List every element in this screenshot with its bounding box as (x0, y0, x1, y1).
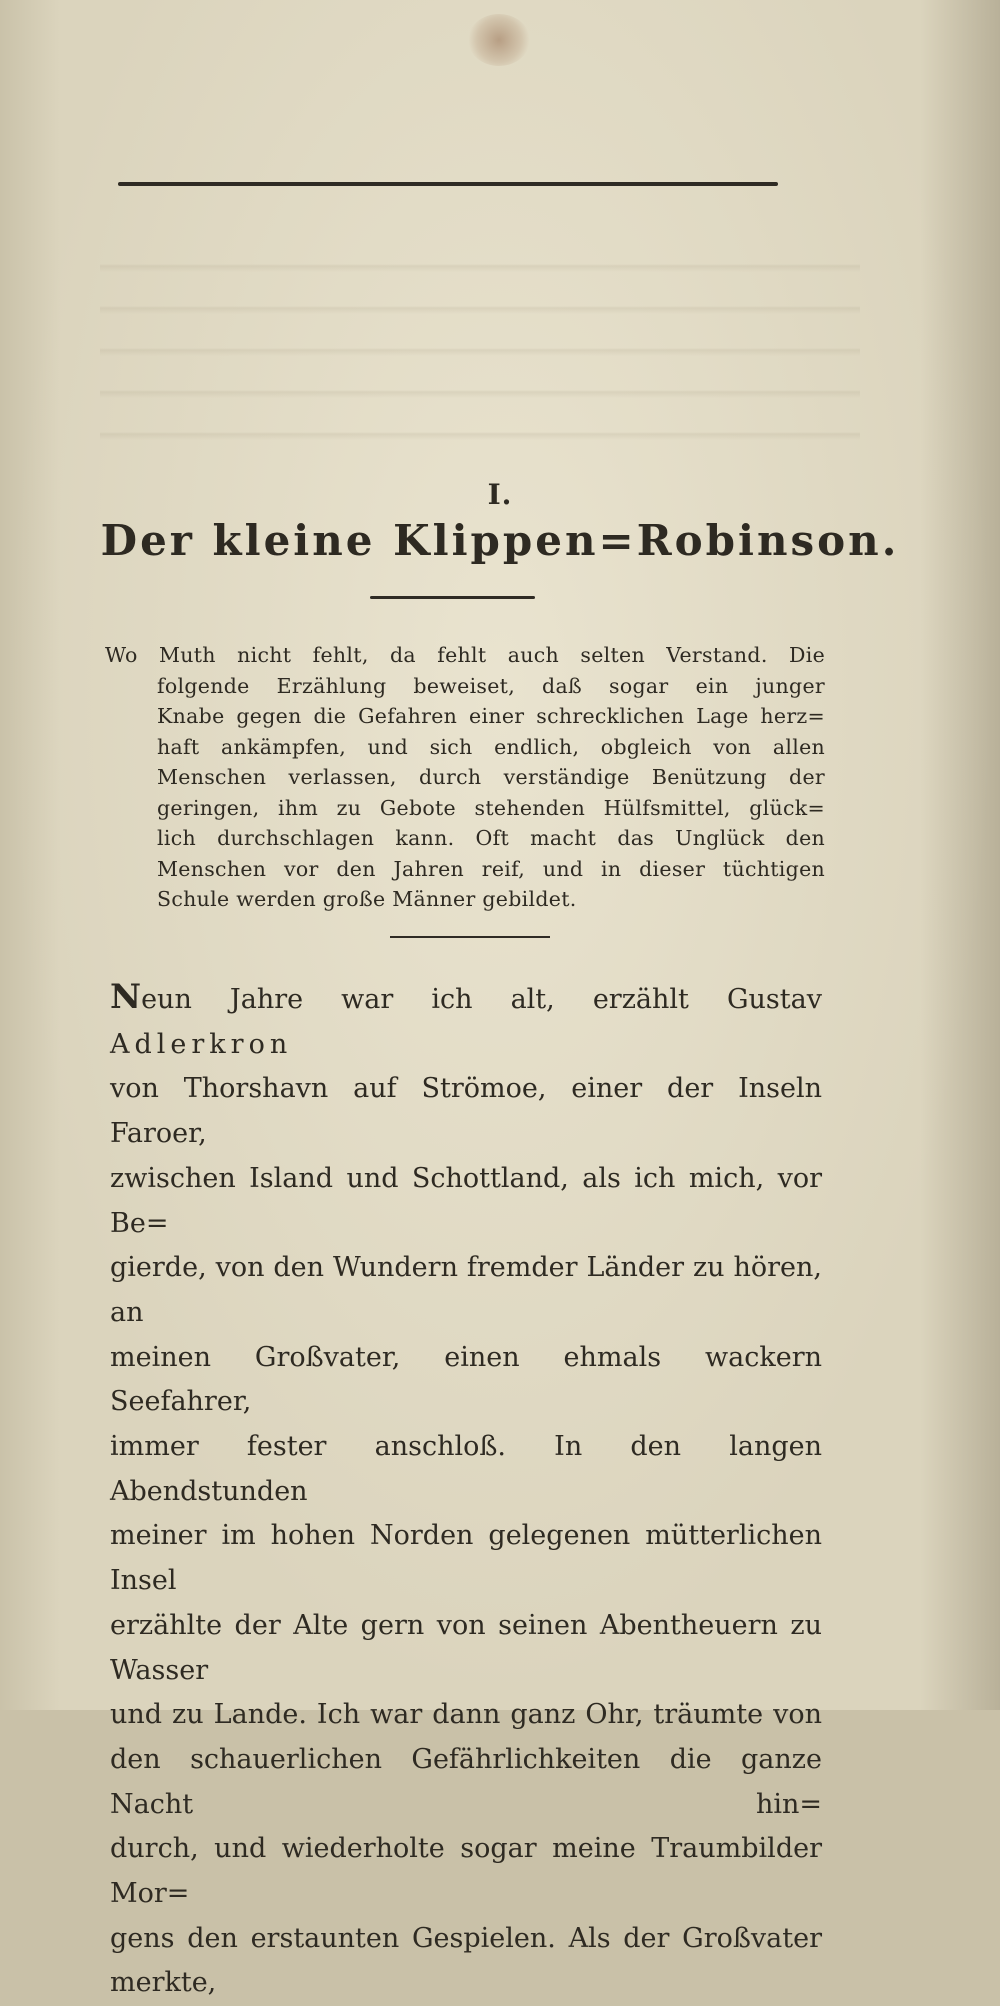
show-through-text (100, 230, 860, 460)
body-line: von Thorshavn auf Strömoe, einer der Inseln Faroer, (110, 1073, 822, 1150)
chapter-motto (105, 640, 825, 915)
paper-stain (468, 14, 530, 66)
title-divider (370, 596, 535, 599)
motto-line: Menschen vor den Jahren reif, und in dieser tüchtigen (157, 856, 825, 881)
body-line-start: eun Jahre war ich alt, erzählt Gustav (141, 984, 822, 1015)
body-line: gens den erstaunten Gespielen. Als der Großvater merkte, (110, 1922, 822, 1999)
body-paragraph (110, 975, 822, 2006)
body-line: meiner im hohen Norden gelegenen mütterlichen Insel (110, 1520, 822, 1597)
body-line: und zu Lande. Ich war dann ganz Ohr, träumte von (110, 1699, 822, 1731)
body-line: meinen Großvater, einen ehmals wackern Seefahrer, (110, 1341, 822, 1418)
initial-letter: N (110, 977, 142, 1017)
body-first-line (110, 975, 822, 1067)
motto-line: haft ankämpfen, und sich endlich, obgleich von allen (157, 734, 825, 759)
body-line: erzählte der Alte gern von seinen Abentheuern zu Wasser (110, 1609, 822, 1686)
body-line: durch, und wiederholte sogar meine Traumbilder Mor= (110, 1833, 822, 1910)
person-name: Adlerkron (110, 1028, 293, 1060)
motto-line: Wo Muth nicht fehlt, da fehlt auch selten Verstand. Die (105, 643, 825, 667)
top-divider (118, 182, 778, 186)
motto-line: folgende Erzählung beweiset, daß sogar ein junger (157, 673, 825, 698)
body-line: immer fester anschloß. In den langen Abendstunden (110, 1431, 822, 1507)
body-line: den schauerlichen Gefährlichkeiten die ganze Nacht hin= (110, 1743, 822, 1820)
motto-line: geringen, ihm zu Gebote stehenden Hülfsmittel, glück= (157, 795, 825, 820)
chapter-title: Der kleine Klippen=Robinson. (100, 516, 900, 565)
motto-line: lich durchschlagen kann. Oft macht das Unglück den (157, 826, 825, 850)
chapter-number: I. (487, 478, 513, 511)
motto-line: Schule werden große Männer gebildet. (157, 887, 577, 911)
motto-line: Menschen verlassen, durch verständige Benützung der (157, 765, 825, 789)
motto-line: Knabe gegen die Gefahren einer schrecklichen Lage herz= (157, 704, 825, 728)
body-line: zwischen Island und Schottland, als ich mich, vor Be= (110, 1162, 822, 1239)
motto-divider (390, 936, 550, 938)
body-line: gierde, von den Wundern fremder Länder zu hören, an (110, 1252, 822, 1328)
